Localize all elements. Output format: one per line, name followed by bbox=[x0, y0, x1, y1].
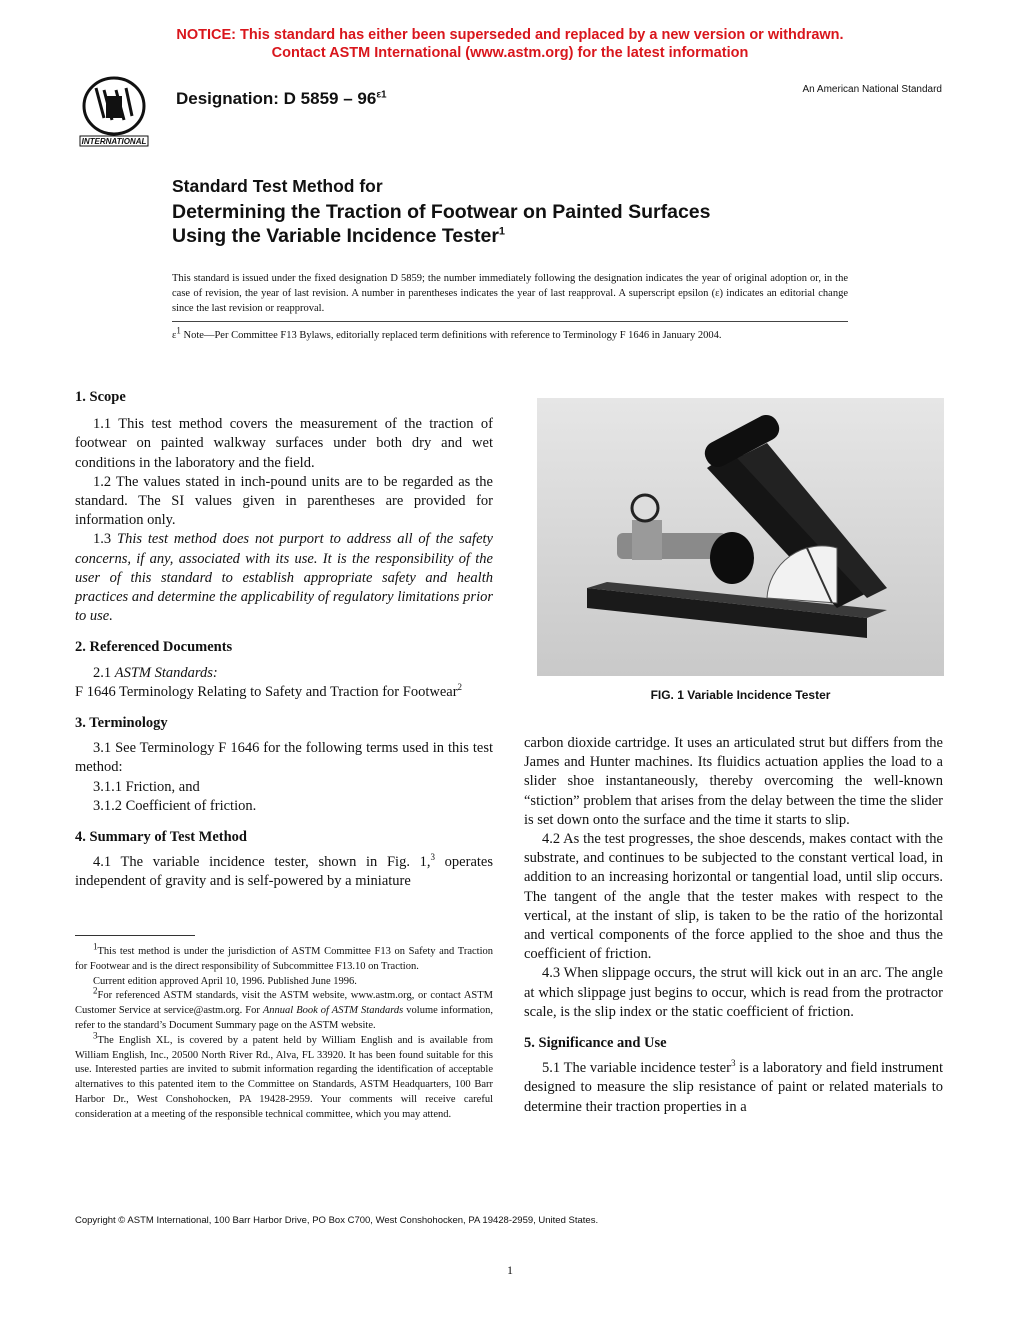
footnote-2 bbox=[75, 985, 493, 1033]
withdrawal-notice bbox=[0, 26, 1020, 62]
para-4-3: 4.3 When slippage occurs, the strut will kick out in an arc. The angle at which slippage just begins to occur, which is read from the protractor scale, is the slip index or the static coefficient of friction. bbox=[524, 965, 943, 1020]
footnote-3-text: The English XL, is covered by a patent held by William English and is available from William English, Inc., 20500 North River Rd., Alva, FL 33920. It has been found suitable for this use. Interested parties are invited to submit information regarding the identification of acceptable alternatives to this patented item to the Committee on Standards, ASTM Headquarters, 100 Barr Harbor Dr., West Conshohocken, PA 19428-2959. Your comments will receive careful consideration at a meeting of the responsible technical committee, which you may attend. bbox=[75, 1034, 493, 1120]
para-1-1: 1.1 This test method covers the measurement of the traction of footwear on painted walkway surfaces under both dry and wet conditions in the laboratory and the field. bbox=[75, 416, 493, 471]
footnote-1 bbox=[75, 941, 493, 975]
tester-illustration bbox=[537, 398, 944, 676]
title-sup: 1 bbox=[498, 225, 506, 238]
epsilon-note-text: Note—Per Committee F13 Bylaws, editorially replaced term definitions with reference to Terminology F 1646 in January 2004. bbox=[180, 330, 722, 341]
variable-incidence-tester-photo bbox=[537, 398, 944, 676]
para-5-1-a: 5.1 The variable incidence tester bbox=[542, 1060, 731, 1077]
right-column bbox=[524, 734, 943, 1117]
footnote-2-text-b: volume information, refer to the standard’s Document Summary page on the ASTM website. bbox=[75, 1005, 493, 1031]
para-4-1-start bbox=[75, 853, 493, 891]
astm-logo bbox=[66, 76, 162, 152]
footnote-1-text: This test method is under the jurisdiction of ASTM Committee F13 on Safety and Traction for Footwear and is the direct responsibility of Subcommittee F13.10 on Traction. bbox=[75, 946, 493, 972]
ref-f1646 bbox=[75, 683, 493, 702]
section-4-heading: 4. Summary of Test Method bbox=[75, 829, 247, 846]
footnote-3-sup: 3 bbox=[93, 1030, 98, 1041]
section-1-heading: 1. Scope bbox=[75, 389, 126, 405]
para-4-1-a: 4.1 The variable incidence tester, shown in Fig. 1, bbox=[93, 854, 431, 871]
astm-logo-icon bbox=[66, 76, 162, 152]
title-line-1: Standard Test Method for bbox=[172, 176, 383, 196]
footnote-2-text-a: For referenced ASTM standards, visit the ASTM website, www.astm.org, or contact ASTM Customer Service at service@astm.org. For bbox=[75, 990, 493, 1017]
epsilon-note bbox=[172, 325, 848, 343]
para-3-1-2: 3.1.2 Coefficient of friction. bbox=[93, 797, 257, 814]
para-5-1-sup: 3 bbox=[730, 1058, 736, 1069]
para-5-1 bbox=[524, 1059, 943, 1117]
title-main bbox=[172, 200, 872, 248]
para-2-1-num: 2.1 bbox=[93, 664, 115, 681]
issued-statement: This standard is issued under the fixed designation D 5859; the number immediately following the designation indicates the year of original adoption or, in the case of revision, the year of last revision. A number in parentheses indicates the year of last reapproval. A superscript epsilon (ε) indicates an editorial change since the last revision or reapproval. bbox=[172, 273, 848, 314]
para-1-3-num: 1.3 bbox=[93, 531, 118, 548]
notice-line-2: Contact ASTM International (www.astm.org) for the latest information bbox=[271, 45, 749, 61]
title-line-2: Determining the Traction of Footwear on Painted Surfaces bbox=[172, 201, 711, 223]
epsilon-sup: 1 bbox=[176, 325, 181, 336]
left-column bbox=[75, 388, 493, 892]
notice-line-1: NOTICE: This standard has either been superseded and replaced by a new version or withdrawn. bbox=[176, 27, 844, 43]
para-4-1-sup: 3 bbox=[430, 852, 435, 863]
figure-caption: FIG. 1 Variable Incidence Tester bbox=[650, 688, 831, 702]
footnote-1b: Current edition approved April 10, 1996. Published June 1996. bbox=[93, 975, 357, 987]
section-5-heading: 5. Significance and Use bbox=[524, 1035, 667, 1052]
para-4-1-cont: carbon dioxide cartridge. It uses an articulated strut but differs from the James and Hunter machines. Its fluidics actuation applies the load to a slider shoe instantaneously, thereby overcoming the well-known “stiction” problem that arises from the delay between the time the slider is set down onto the surface and the time it starts to slip. bbox=[524, 735, 943, 828]
para-2-1-text: ASTM Standards: bbox=[114, 664, 218, 681]
epsilon-mark: ε bbox=[172, 330, 177, 341]
footnote-rule bbox=[75, 935, 195, 936]
section-3-heading: 3. Terminology bbox=[75, 715, 168, 732]
para-3-1: 3.1 See Terminology F 1646 for the following terms used in this test method: bbox=[75, 740, 493, 776]
para-2-1 bbox=[75, 664, 493, 683]
para-4-1-b: operates independent of gravity and is self-powered by a miniature bbox=[75, 854, 493, 890]
para-5-1-b: is a laboratory and field instrument designed to measure the slip resistance of paint or related materials to determine their traction properties in a bbox=[524, 1060, 943, 1115]
designation-text: Designation: D 5859 – 96 bbox=[176, 89, 377, 108]
american-national-standard: An American National Standard bbox=[802, 84, 942, 95]
para-1-3 bbox=[75, 530, 493, 626]
page-number: 1 bbox=[507, 1263, 513, 1277]
para-1-2: 1.2 The values stated in inch-pound units are to be regarded as the standard. The SI values given in parentheses are provided for information only. bbox=[75, 473, 493, 529]
para-3-1-1: 3.1.1 Friction, and bbox=[93, 778, 200, 795]
designation-sup: ε1 bbox=[376, 89, 387, 101]
divider bbox=[172, 321, 848, 322]
footnote-2-sup: 2 bbox=[93, 985, 98, 996]
para-4-2: 4.2 As the test progresses, the shoe descends, makes contact with the substrate, and continues to be subjected to the constant vertical load, in addition to an increasing horizontal or tangential load, until slip occurs. The tangent of the angle that the tester makes with respect to the vertical, at the instant of slip, is taken to be the ratio of the horizontal and vertical components of the force applied to the shoe and thus the coefficient of friction. bbox=[524, 831, 943, 963]
para-1-3-text: This test method does not purport to address all of the safety concerns, if any, associated with its use. It is the responsibility of the user of this standard to establish appropriate safety and health practices and determine the applicability of regulatory limitations prior to use. bbox=[75, 531, 493, 625]
footnotes bbox=[75, 941, 493, 1123]
ref-f1646-sup: 2 bbox=[457, 682, 463, 693]
copyright: Copyright © ASTM International, 100 Barr Harbor Drive, PO Box C700, West Conshohocken, PA 19428-2959, United States. bbox=[75, 1215, 599, 1226]
footnote-3 bbox=[75, 1030, 493, 1123]
designation bbox=[176, 89, 387, 109]
title-line-3: Using the Variable Incidence Tester bbox=[172, 225, 499, 247]
section-2-heading: 2. Referenced Documents bbox=[75, 639, 233, 656]
logo-subtext: INTERNATIONAL bbox=[81, 137, 147, 146]
ref-f1646-text: F 1646 Terminology Relating to Safety and Traction for Footwear bbox=[75, 683, 458, 700]
footnote-1-sup: 1 bbox=[93, 941, 98, 952]
footnote-2-italic: Annual Book of ASTM Standards bbox=[262, 1005, 404, 1017]
